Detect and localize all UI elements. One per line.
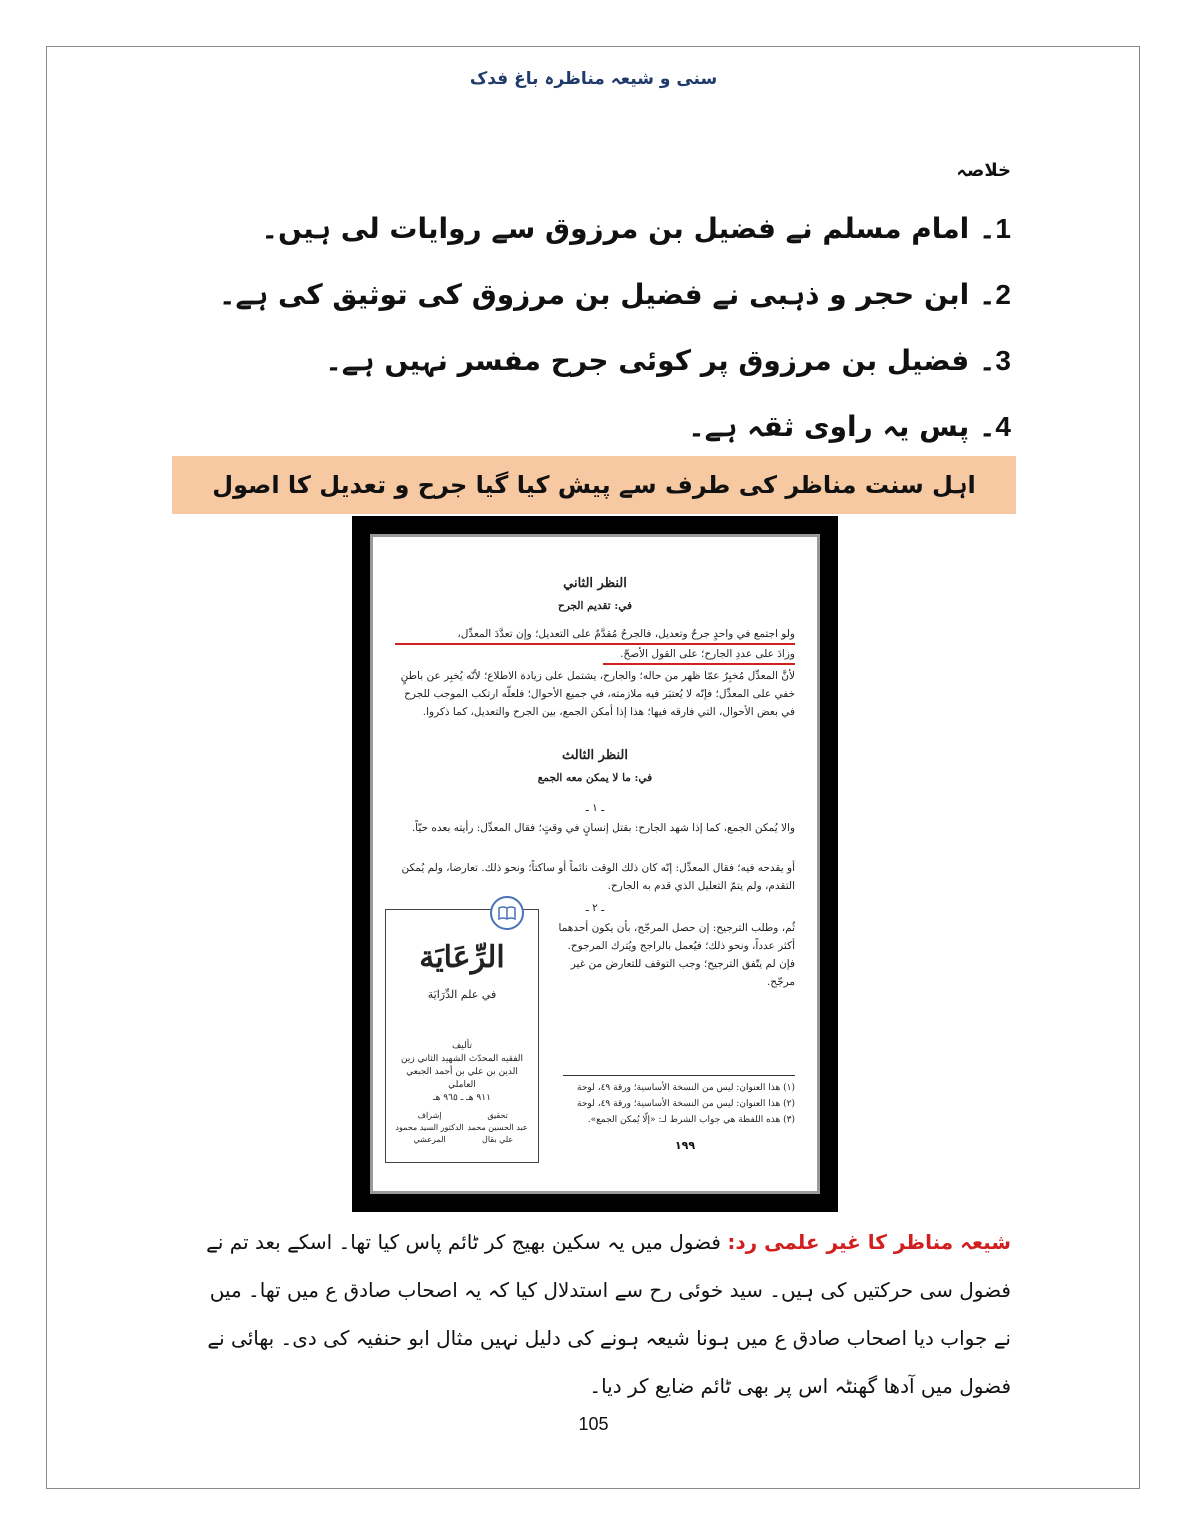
scan-marker-1: ـ ١ ـ: [585, 802, 605, 814]
scan-footnote-1: (١) هذا العنوان: ليس من النسخة الأساسية؛ ورقة ٤٩، لوحة: [577, 1083, 795, 1093]
scan-heading-2: النظر الثالث: [561, 748, 629, 763]
scan-para2: والا يُمكن الجمع، كما إذا شهد الجارح: بقتل إنسانٍ في وقتٍ؛ فقال المعدِّل: رأيته بعده حيّاً.: [411, 822, 795, 834]
editor-name: الدكتور السيد محمود المرعشي: [395, 1123, 464, 1144]
scan-para1-line2: وزادَ على عددِ الجارح؛ على القول الأصحّ.: [620, 648, 795, 660]
point-number: 4: [995, 411, 1011, 442]
page-number: 105: [578, 1414, 609, 1434]
point-number: 2: [995, 279, 1011, 310]
summary-point-1: [262, 212, 1011, 245]
book-icon: [490, 896, 524, 930]
point-text: ۔ پس یہ راوی ثقہ ہے۔: [688, 410, 996, 443]
cover-editor-right: [465, 1110, 530, 1146]
footnote-separator: [563, 1075, 795, 1076]
cover-editor-left: [394, 1110, 465, 1146]
point-text: ۔ فضیل بن مرزوق پر کوئی جرح مفسر نہیں ہے۔: [325, 344, 996, 377]
scan-para1-rest: لأنَّ المعدِّل مُخبِرٌ عمّا ظهر من حاله؛ والجارح، يشتمل على زيادة الاطلاع؛ لأنّه يُخبِر عن باطنٍ خفي على المعدِّل؛ فإنّه لا يُعتبَر فيه ملازمته، في جميع الأحوال؛ فلعلّه ارتكب الموجب للجرح في بعض الأحوال، التي فارقه فيها؛ هذا إذا أمكن الجمع، بين الجرح والتعديل، كما ذكروا.: [400, 670, 795, 718]
cover-title: الرِّعَايَة: [419, 940, 505, 975]
section-banner: [172, 456, 1016, 514]
cover-editors: [394, 1110, 530, 1146]
cover-author: الفقيه المحدّث الشهيد الثاني زين الدين بن علي بن أحمد الجبعي العاملي: [400, 1054, 524, 1090]
running-header: سنی و شیعہ مناظرہ باغ فدک: [469, 69, 718, 89]
point-text: ۔ امام مسلم نے فضیل بن مرزوق سے روایات لی ہیں۔: [261, 212, 996, 245]
summary-point-3: [325, 344, 1011, 377]
scan-subheading-2: في: ما لا يمكن معه الجمع: [537, 772, 653, 784]
cover-author-label: تأليف: [451, 1041, 473, 1051]
scan-page-number: ١٩٩: [674, 1139, 696, 1152]
point-text: ۔ ابن حجر و ذہبی نے فضیل بن مرزوق کی توثیق کی ہے۔: [219, 278, 996, 311]
cover-dates: ٩١١ هـ ـ ٩٦٥ هـ: [433, 1093, 491, 1103]
book-cover-inset: [385, 909, 539, 1163]
scanned-page: [370, 534, 820, 1194]
scanned-page-image: [352, 516, 838, 1212]
scan-heading-1: النظر الثاني: [563, 576, 627, 591]
summary-point-4: [688, 410, 1011, 443]
editor-name: عبد الحسين محمد علي بقال: [467, 1123, 528, 1144]
open-book-icon: [498, 906, 516, 920]
reply-text: فضول میں یہ سکین بھیج کر ٹائم پاس کیا تھا۔ اسکے بعد تم نے فضول سی حرکتیں کی ہیں۔ سید خوئی رح سے استدلال کیا کہ یہ اصحاب صادق ع میں تھا۔ میں نے جواب دیا اصحاب صادق ع میں ہونا شیعہ ہونے کی دلیل نہیں مثال ابو حنفیہ کی دی۔ بھائی نے فضول میں آدھا گھنٹہ اس پر بھی ٹائم ضایع کر دیا۔: [206, 1230, 1011, 1398]
scan-subheading-1: في: تقديم الجرح: [557, 600, 633, 612]
red-underline: [603, 663, 795, 665]
scan-para3: أو يقدحه فيه؛ فقال المعدِّل: إنّه كان ذلك الوقت نائماً أو ساكتاً؛ ونحو ذلك. تعارضا، ولم يُمكن التقدم، ولم يتمّ التعليل الذي قدم به الجارح.: [401, 862, 795, 892]
scan-para1-line1: ولو اجتمع في واحدٍ جرحٌ وتعديل، فالجرحُ مُقدَّمٌ على التعديل؛ وإن تعدَّدَ المعدِّل،: [457, 628, 795, 640]
editor-label: تحقيق: [487, 1111, 508, 1120]
scan-footnote-2: (٢) هذا العنوان: ليس من النسخة الأساسية؛ ورقة ٤٩، لوحة: [577, 1099, 795, 1109]
reply-paragraph: [200, 1218, 1011, 1410]
cover-subtitle: في علم الدِّرَايَة: [427, 988, 497, 1001]
scan-para4: ثُم، وطلب الترجيح: إن حصل المرجّح، بأن يكون أحدهما أكثر عدداً، ونحو ذلك؛ فيُعمل بالراجح ويُترك المرجوح. فإن لم يتّفق الترجيح؛ وجب التوقف للتعارض من غير مرجّح.: [558, 922, 795, 988]
point-number: 1: [995, 213, 1011, 244]
scan-footnote-3: (٣) هذه اللفظة هي جواب الشرط لـ: «إلّا يُمكن الجمع».: [587, 1115, 795, 1125]
reply-lead: شیعہ مناظر کا غیر علمی رد:: [727, 1230, 1011, 1254]
summary-heading: خلاصہ: [956, 160, 1011, 181]
scan-marker-2: ـ ٢ ـ: [585, 902, 605, 914]
point-number: 3: [995, 345, 1011, 376]
summary-point-2: [219, 278, 1011, 311]
cover-author-block: [394, 1040, 530, 1105]
editor-label: إشراف: [417, 1111, 442, 1120]
banner-text: اہل سنت مناظر کی طرف سے پیش کیا گیا جرح و تعدیل کا اصول: [212, 471, 976, 499]
